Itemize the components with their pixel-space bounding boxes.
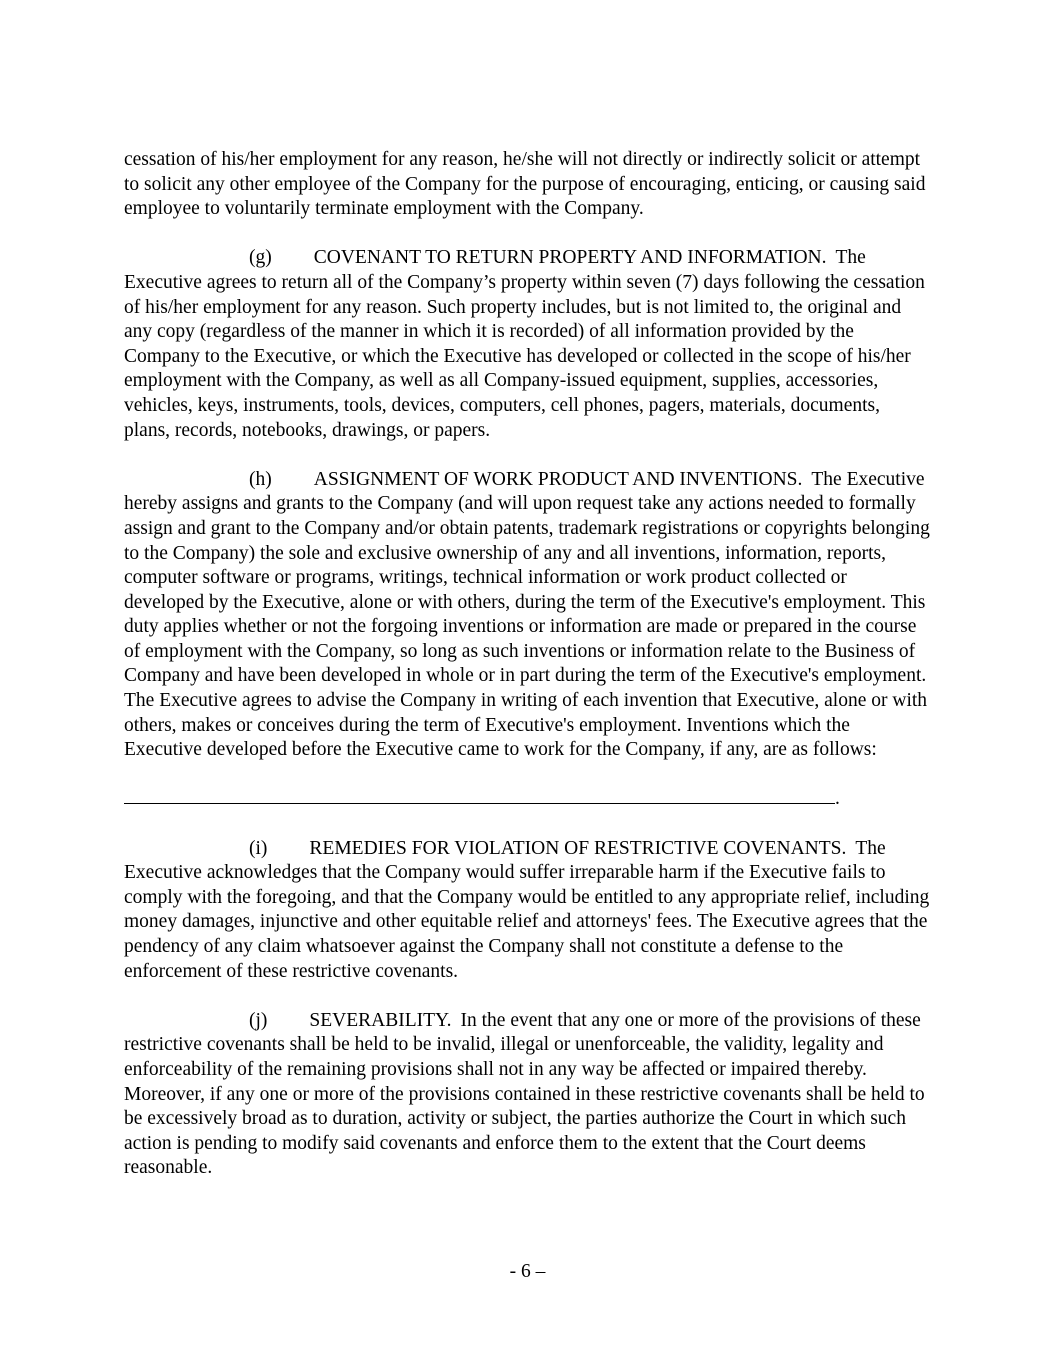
continuation-paragraph-text: cessation of his/her employment for any reason, he/she will not directly or indirectly solicit or attempt to solicit any other employee of the Company for the purpose of encouraging, enticing, or causing said employee to voluntarily terminate employment with the Company. (124, 149, 926, 220)
fill-in-blank-line (124, 787, 930, 812)
blank-rule (124, 803, 835, 804)
continuation-paragraph (124, 148, 930, 222)
clause-heading: REMEDIES FOR VIOLATION OF RESTRICTIVE COVENANTS. (309, 837, 847, 859)
clause-paragraph-i (124, 837, 930, 985)
clause-label: (j) (249, 1009, 268, 1031)
blank-terminator: . (835, 788, 840, 810)
clause-paragraph-h (124, 468, 930, 763)
clause-heading: ASSIGNMENT OF WORK PRODUCT AND INVENTIONS. (313, 468, 803, 490)
clause-label: (i) (249, 837, 268, 859)
page-number: - 6 – (509, 1261, 546, 1283)
clause-body: The Executive hereby assigns and grants to the Company (and will upon request take any actions needed to formally assign and grant to the Company and/or obtain patents, trademark registrations or copyrights belonging to the Company) the sole and exclusive ownership of any and all inventions, information, reports, computer software or programs, writings, technical information or work product collected or developed by the Executive, alone or with others, during the term of the Executive's employment. This duty applies whether or not the forgoing inventions or information are made or prepared in the course of employment with the Company, so long as such inventions or information relate to the Business of Company and have been developed in whole or in part during the term of the Executive's employment. The Executive agrees to advise the Company in writing of each invention that Executive, alone or with others, makes or conceives during the term of Executive's employment. Inventions which the Executive developed before the Executive came to work for the Company, if any, are as follows: (124, 468, 930, 761)
clause-body: In the event that any one or more of the provisions of these restrictive covenants shall be held to be invalid, illegal or unenforceable, the validity, legality and enforceability of the remaining provisions shall not in any way be affected or impaired thereby. Moreover, if any one or more of the provisions contained in these restrictive covenants shall be held to be excessively broad as to duration, activity or subject, the parties authorize the Court in which such action is pending to modify said covenants and enforce them to the extent that the Court deems reasonable. (124, 1009, 925, 1179)
clause-body: The Executive agrees to return all of the Company’s property within seven (7) days following the cessation of his/her employment for any reason. Such property includes, but is not limited to, the original and any copy (regardless of the manner in which it is recorded) of all information provided by the Company to the Executive, or which the Executive has developed or collected in the scope of his/her employment with the Company, as well as all Company-issued equipment, supplies, accessories, vehicles, keys, instruments, tools, devices, computers, cell phones, pagers, materials, documents, plans, records, notebooks, drawings, or papers. (124, 247, 925, 441)
clause-label: (h) (249, 468, 272, 490)
clause-heading: SEVERABILITY. (309, 1009, 452, 1031)
clause-heading: COVENANT TO RETURN PROPERTY AND INFORMATION. (313, 247, 827, 269)
clause-paragraph-j (124, 1009, 930, 1181)
clause-body: The Executive acknowledges that the Company would suffer irreparable harm if the Executive fails to comply with the foregoing, and that the Company would be entitled to any appropriate relief, including money damages, injunctive and other equitable relief and attorneys' fees. The Executive agrees that the pendency of any claim whatsoever against the Company shall not constitute a defense to the enforcement of these restrictive covenants. (124, 837, 930, 982)
clause-label: (g) (249, 247, 272, 269)
clause-paragraph-g (124, 246, 930, 443)
